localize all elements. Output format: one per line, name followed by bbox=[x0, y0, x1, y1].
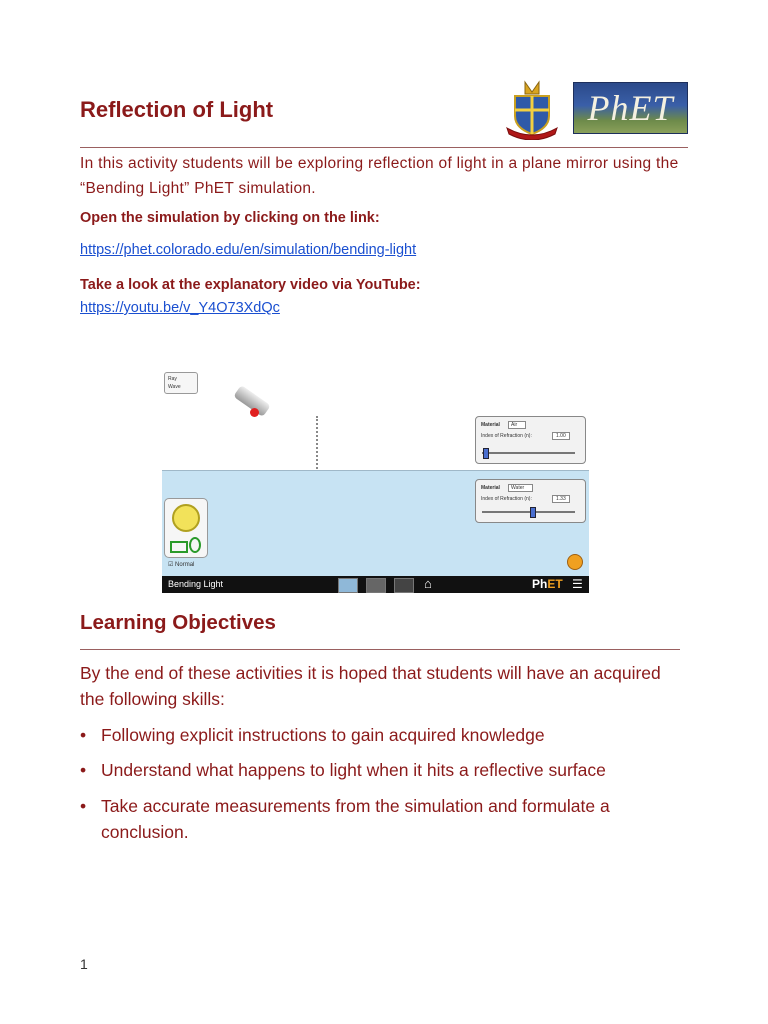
ray-wave-selector bbox=[164, 372, 198, 394]
phet-logo bbox=[573, 82, 688, 134]
index-slider-knob bbox=[530, 507, 536, 518]
wave-option: Wave bbox=[168, 384, 181, 390]
material-label: Material bbox=[481, 422, 500, 428]
sim-bar-title: Bending Light bbox=[168, 579, 224, 589]
list-item-text: Take accurate measurements from the simulation and formulate a conclusion. bbox=[101, 796, 610, 842]
objectives-intro: By the end of these activities it is hoped that students will have an acquired the following skills: bbox=[80, 663, 661, 709]
reset-icon bbox=[567, 554, 583, 570]
simulation-link[interactable]: https://phet.colorado.edu/en/simulation/bending-light bbox=[80, 242, 417, 258]
material-label: Material bbox=[481, 485, 500, 491]
index-slider-knob bbox=[483, 448, 489, 459]
list-item-text: Understand what happens to light when it hits a reflective surface bbox=[101, 760, 606, 780]
material-panel-top bbox=[475, 416, 586, 464]
index-slider-track bbox=[482, 511, 575, 513]
phet-text-accent: ET bbox=[547, 577, 563, 591]
ray-option: Ray bbox=[168, 376, 177, 382]
sim-phet-logo bbox=[532, 577, 563, 591]
intro-screen-icon bbox=[338, 578, 358, 593]
index-label: Index of Refraction (n): bbox=[481, 433, 532, 439]
open-simulation-label: Open the simulation by clicking on the link: bbox=[80, 210, 380, 226]
video-link[interactable]: https://youtu.be/v_Y4O73XdQc bbox=[80, 300, 280, 316]
video-label: Take a look at the explanatory video via YouTube: bbox=[80, 277, 421, 293]
simulation-screenshot bbox=[162, 370, 589, 593]
material-select: Water bbox=[508, 484, 533, 492]
section-heading: Learning Objectives bbox=[80, 611, 276, 634]
protractor-icon bbox=[172, 504, 200, 532]
index-value: 1.00 bbox=[552, 432, 570, 440]
index-label: Index of Refraction (n): bbox=[481, 496, 532, 502]
laser-button-icon bbox=[250, 408, 259, 417]
toolbox bbox=[164, 498, 208, 558]
sim-water-region bbox=[162, 470, 589, 577]
phet-text: Ph bbox=[532, 577, 548, 591]
school-crest-logo bbox=[503, 80, 561, 140]
sim-air-region bbox=[162, 370, 589, 470]
bullet-icon: • bbox=[80, 725, 87, 745]
bullet-icon: • bbox=[80, 796, 87, 816]
index-slider-track bbox=[482, 452, 575, 454]
menu-icon: ☰ bbox=[572, 577, 583, 591]
section-divider bbox=[80, 649, 680, 650]
list-item-text: Following explicit instructions to gain acquired knowledge bbox=[101, 725, 545, 745]
normal-checkbox: ☑ Normal bbox=[168, 562, 195, 568]
normal-label: Normal bbox=[175, 562, 195, 568]
material-select: Air bbox=[508, 421, 526, 429]
material-panel-bottom bbox=[475, 479, 586, 523]
title-divider bbox=[80, 147, 688, 148]
bullet-icon: • bbox=[80, 760, 87, 780]
intensity-meter-icon bbox=[170, 541, 188, 553]
more-tools-screen-icon bbox=[394, 578, 414, 593]
index-value: 1.33 bbox=[552, 495, 570, 503]
page-number: 1 bbox=[80, 956, 88, 972]
intro-paragraph: In this activity students will be exploring reflection of light in a plane mirror using the “Bending Light” PhET simulation. bbox=[80, 155, 679, 197]
page-title: Reflection of Light bbox=[80, 97, 274, 122]
meter-probe-icon bbox=[189, 537, 201, 553]
prisms-screen-icon bbox=[366, 578, 386, 593]
phet-logo-text: PhET bbox=[587, 88, 674, 128]
home-icon: ⌂ bbox=[424, 576, 432, 591]
sim-navigation-bar bbox=[162, 576, 589, 593]
